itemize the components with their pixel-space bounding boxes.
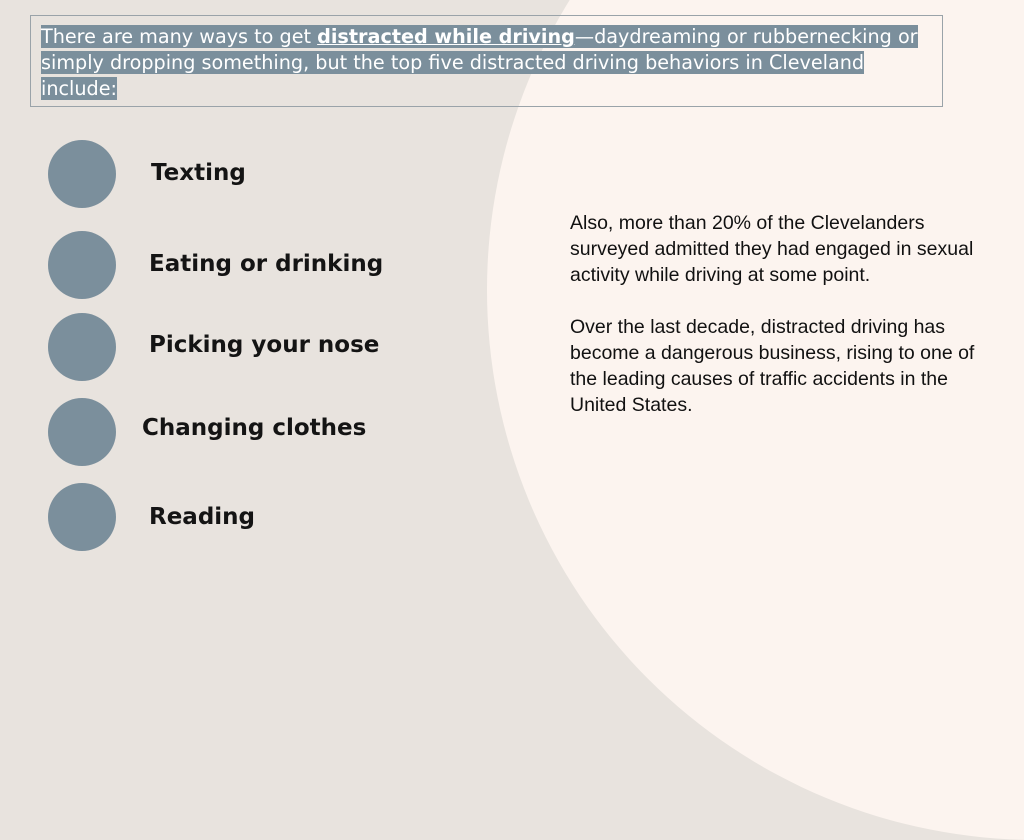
bullet-circle-3 <box>48 313 116 381</box>
bullet-circle-1 <box>48 140 116 208</box>
behavior-changing-clothes: Changing clothes <box>142 415 367 441</box>
behavior-texting: Texting <box>151 160 246 186</box>
intro-text-after: —daydreaming or rubbernecking or simply dropping something, but the top five distracted driving behaviors in Cleveland include: <box>41 25 918 100</box>
side-paragraph-1: Also, more than 20% of the Clevelanders surveyed admitted they had engaged in sexual activity while driving at some point. <box>570 212 974 286</box>
intro-textbox <box>30 15 943 107</box>
behavior-picking-nose: Picking your nose <box>149 332 380 358</box>
side-text-block <box>570 210 990 444</box>
bullet-circle-5 <box>48 483 116 551</box>
behavior-eating-or-drinking: Eating or drinking <box>149 251 384 277</box>
side-paragraph-2: Over the last decade, distracted driving has become a dangerous business, rising to one of the leading causes of traffic accidents in the United States. <box>570 316 975 416</box>
bullet-circle-2 <box>48 231 116 299</box>
bullet-circle-4 <box>48 398 116 466</box>
intro-text-before: There are many ways to get <box>41 25 318 48</box>
behavior-reading: Reading <box>149 504 256 530</box>
distracted-driving-link[interactable]: distracted while driving <box>317 25 575 48</box>
intro-paragraph <box>41 24 932 102</box>
